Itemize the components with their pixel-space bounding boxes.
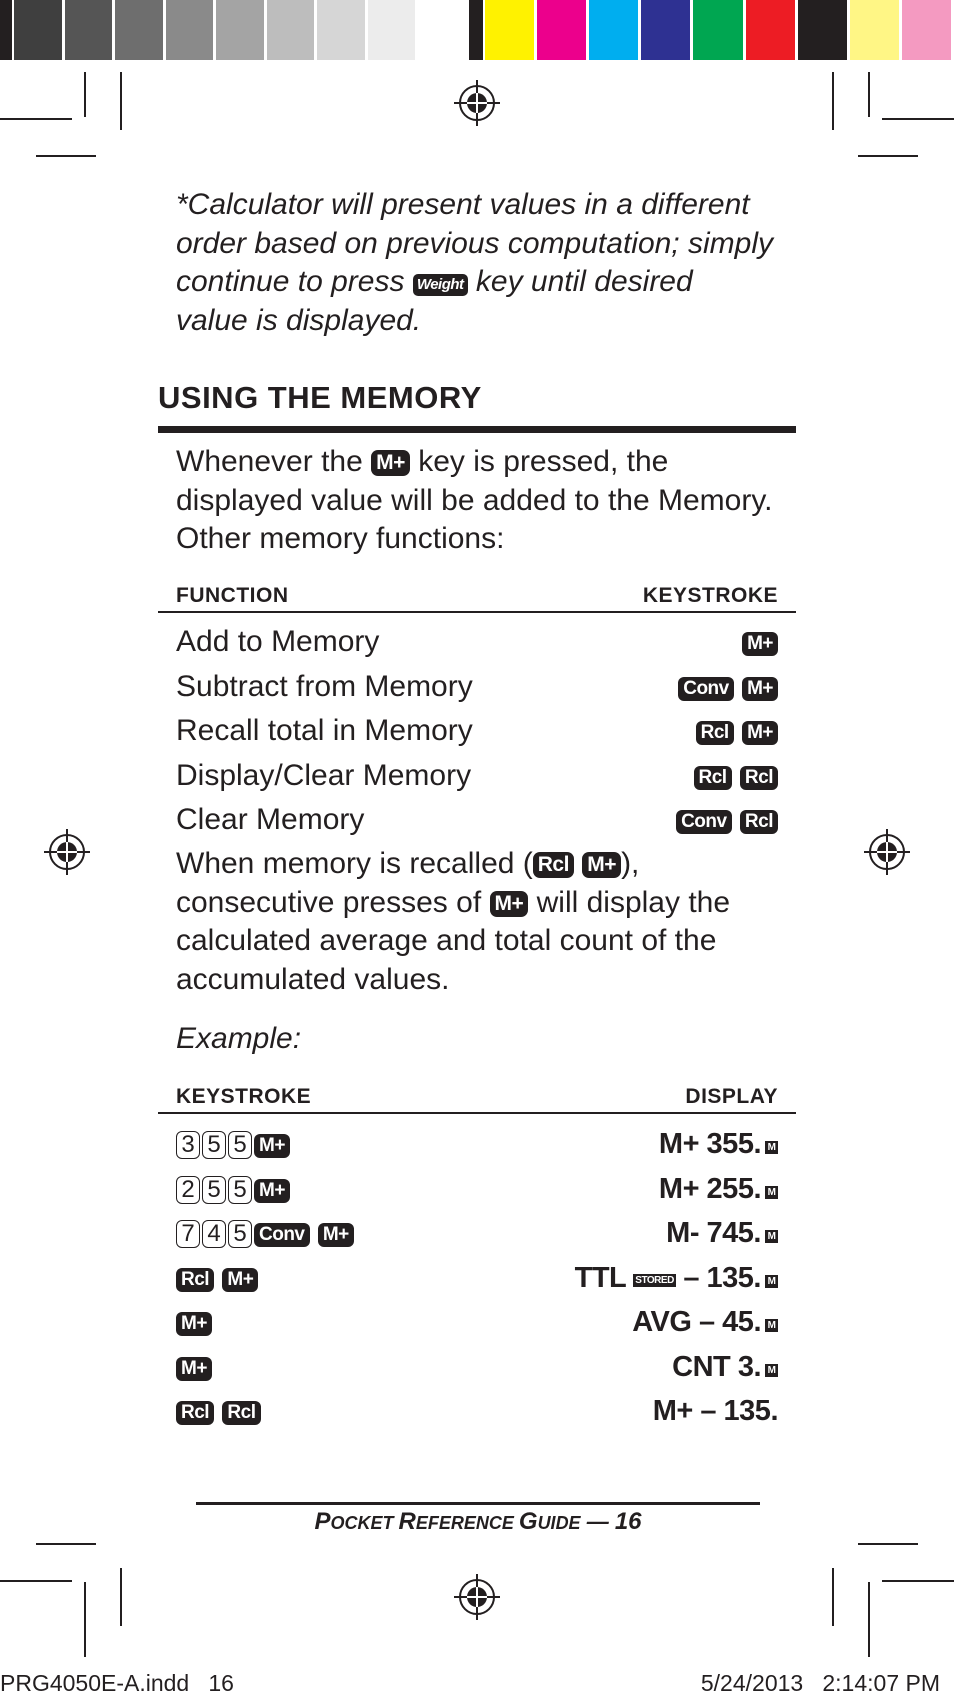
intro-note <box>176 186 786 340</box>
rcl-key-icon: Rcl <box>176 1268 214 1292</box>
gray-swatch <box>65 0 113 60</box>
trim-mark <box>120 72 122 130</box>
footer-text: OCKET <box>330 1513 399 1533</box>
display-value <box>659 1167 778 1211</box>
swatch-divider <box>469 0 483 60</box>
paragraph-text: consecutive presses of <box>176 885 482 919</box>
keystroke-cell <box>742 620 778 664</box>
table-row <box>176 1389 778 1433</box>
keystroke-cell <box>678 665 778 709</box>
table-header-rule <box>158 611 796 613</box>
table-row <box>176 754 778 798</box>
paragraph-line: displayed value will be added to the Memory. <box>176 483 773 517</box>
keystroke-cell <box>176 1345 212 1389</box>
rcl-key-icon: Rcl <box>696 721 734 745</box>
table-row <box>176 1211 778 1255</box>
trim-mark <box>84 1582 86 1657</box>
memory-indicator-icon: M <box>765 1141 778 1154</box>
footer-text: R <box>398 1508 416 1535</box>
color-swatch <box>746 0 795 60</box>
keystroke-cell <box>176 1389 261 1433</box>
m-plus-key-icon: M+ <box>742 721 778 745</box>
keystroke-cell <box>176 1300 212 1344</box>
intro-note-line: order based on previous computation; simply <box>176 226 773 260</box>
example-label: Example: <box>176 1022 302 1055</box>
table-row <box>176 709 778 753</box>
trim-mark <box>858 155 918 157</box>
recall-note-paragraph <box>176 845 786 999</box>
col-header-keystroke: KEYSTROKE <box>642 584 778 607</box>
table-row <box>176 1256 778 1300</box>
display-value <box>659 1122 778 1166</box>
trim-mark <box>832 1568 834 1626</box>
function-name: Display/Clear Memory <box>176 758 472 792</box>
paragraph-line <box>176 443 786 482</box>
m-plus-key-icon: M+ <box>371 450 410 476</box>
gray-swatch <box>115 0 163 60</box>
digit-key-icon: 5 <box>202 1131 226 1159</box>
section-heading: USING THE MEMORY <box>158 380 482 415</box>
digit-key-icon: 5 <box>202 1176 226 1204</box>
function-name: Recall total in Memory <box>176 714 473 747</box>
trim-mark <box>0 118 72 120</box>
rcl-key-icon: Rcl <box>740 810 778 834</box>
m-plus-key-icon: M+ <box>254 1179 290 1203</box>
display-text: AVG – 45. <box>632 1306 761 1338</box>
registration-mark-icon <box>454 1574 500 1620</box>
paragraph-line: Other memory functions: <box>176 522 505 555</box>
conv-key-icon: Conv <box>254 1223 310 1247</box>
memory-indicator-icon: M <box>765 1364 778 1377</box>
color-swatch <box>902 0 951 60</box>
keystroke-cell <box>176 1211 354 1255</box>
footer-text: EFERENCE <box>415 1513 519 1533</box>
slug-timestamp: 5/24/2013 2:14:07 PM <box>700 1670 940 1696</box>
trim-mark <box>84 72 86 117</box>
digit-key-icon: 2 <box>176 1176 200 1204</box>
color-swatch <box>693 0 742 60</box>
trim-mark <box>868 72 870 117</box>
trim-mark <box>0 1580 72 1582</box>
trim-mark <box>832 72 834 130</box>
slug-filename: PRG4050E-A.indd 16 <box>0 1670 234 1696</box>
paragraph-line: accumulated values. <box>176 962 450 996</box>
intro-note-line: *Calculator will present values in a different <box>176 188 750 221</box>
table-row <box>176 620 778 664</box>
stored-indicator: STORED <box>635 1274 674 1286</box>
page-footer <box>196 1508 760 1536</box>
col-header-display: DISPLAY <box>685 1085 778 1108</box>
color-swatch <box>798 0 847 60</box>
digit-key-icon: 5 <box>228 1220 252 1248</box>
color-swatch <box>589 0 638 60</box>
gray-swatch <box>166 0 214 60</box>
process-color-bar <box>485 0 954 60</box>
footer-rule <box>196 1502 760 1505</box>
display-text: – 135. <box>683 1261 761 1294</box>
footer-text: G <box>518 1508 538 1535</box>
keystroke-cell <box>176 1122 290 1166</box>
function-name: Subtract from Memory <box>176 669 473 703</box>
rcl-key-icon: Rcl <box>533 852 574 878</box>
m-plus-key-icon: M+ <box>176 1312 212 1336</box>
trim-mark <box>858 1543 918 1545</box>
digit-key-icon: 4 <box>202 1220 226 1248</box>
gray-swatch <box>418 0 466 60</box>
memory-indicator-icon: M <box>765 1186 778 1199</box>
m-plus-key-icon: M+ <box>742 677 778 701</box>
gray-swatch <box>368 0 416 60</box>
gray-scale-bar <box>14 0 469 60</box>
heading-rule <box>158 426 796 433</box>
gray-swatch <box>267 0 315 60</box>
table-row <box>176 1122 778 1166</box>
trim-mark <box>868 1582 870 1657</box>
trim-mark <box>882 118 954 120</box>
intro-note-line <box>176 263 786 302</box>
digit-key-icon: 5 <box>228 1176 252 1204</box>
rcl-key-icon: Rcl <box>176 1401 214 1425</box>
paragraph-text: key is pressed, the <box>418 445 669 478</box>
display-value <box>632 1300 778 1344</box>
m-plus-key-icon: M+ <box>582 852 621 878</box>
m-plus-key-icon: M+ <box>254 1134 290 1158</box>
intro-note-text: key until desired <box>475 265 693 298</box>
color-calibration-bar <box>0 0 954 62</box>
registration-mark-icon <box>454 80 500 126</box>
intro-note-text: continue to press <box>176 265 405 298</box>
gray-swatch <box>216 0 264 60</box>
color-swatch <box>850 0 899 60</box>
memory-indicator-icon: M <box>765 1319 778 1332</box>
display-text: CNT 3. <box>672 1350 761 1383</box>
col-header-keystroke: KEYSTROKE <box>176 1085 312 1108</box>
memory-intro-paragraph <box>176 443 786 559</box>
memory-indicator-icon: M <box>765 1275 778 1288</box>
table-row <box>176 798 778 842</box>
gray-swatch <box>14 0 62 60</box>
paragraph-line <box>176 884 786 923</box>
m-plus-key-icon: M+ <box>176 1357 212 1381</box>
m-plus-key-icon: M+ <box>222 1268 258 1292</box>
display-text: M+ – 135. <box>652 1395 778 1427</box>
m-plus-key-icon: M+ <box>742 632 778 656</box>
trim-mark <box>120 1568 122 1626</box>
rcl-key-icon: Rcl <box>740 766 778 790</box>
display-text: M- 745. <box>666 1217 761 1249</box>
display-value <box>666 1211 778 1255</box>
footer-text: P <box>314 1508 331 1535</box>
trim-mark <box>36 1543 96 1545</box>
trim-mark <box>36 155 96 157</box>
display-text: M+ 255. <box>658 1172 761 1205</box>
keystroke-cell <box>694 754 779 798</box>
trim-mark <box>882 1580 954 1582</box>
keystroke-cell <box>176 1167 290 1211</box>
keystroke-cell <box>696 709 778 753</box>
table-row <box>176 1167 778 1211</box>
footer-text: UIDE <box>537 1513 581 1533</box>
m-plus-key-icon: M+ <box>318 1223 354 1247</box>
paragraph-line <box>176 845 786 884</box>
display-prefix: TTL <box>574 1261 634 1294</box>
color-swatch <box>537 0 586 60</box>
digit-key-icon: 3 <box>176 1131 200 1159</box>
display-value <box>672 1345 778 1389</box>
col-header-function: FUNCTION <box>176 584 289 607</box>
paragraph-line: calculated average and total count of the <box>176 924 717 957</box>
function-name: Add to Memory <box>176 625 380 658</box>
memory-indicator-icon: M <box>765 1230 778 1243</box>
conv-key-icon: Conv <box>676 810 732 834</box>
weight-key-icon: Weight <box>413 274 468 296</box>
rcl-key-icon: Rcl <box>694 766 732 790</box>
registration-mark-icon <box>44 829 90 875</box>
m-plus-key-icon: M+ <box>490 891 529 917</box>
table-row <box>176 1345 778 1389</box>
paragraph-text: When memory is recalled ( <box>176 847 533 880</box>
swatch-black-edge <box>0 0 12 60</box>
table-header-rule <box>158 1112 796 1114</box>
conv-key-icon: Conv <box>678 677 734 701</box>
paragraph-text: will display the <box>536 885 731 919</box>
footer-separator: — <box>580 1509 615 1534</box>
keystroke-cell <box>676 798 778 842</box>
rcl-key-icon: Rcl <box>222 1401 260 1425</box>
digit-key-icon: 7 <box>176 1220 200 1248</box>
digit-key-icon: 5 <box>228 1131 252 1159</box>
display-text: M+ 355. <box>658 1128 761 1160</box>
table-row <box>176 665 778 709</box>
gray-swatch <box>317 0 365 60</box>
display-value <box>575 1256 778 1300</box>
display-value <box>653 1389 778 1433</box>
page-number: 16 <box>614 1508 642 1535</box>
color-swatch <box>641 0 690 60</box>
intro-note-line: value is displayed. <box>176 303 422 337</box>
keystroke-cell <box>176 1256 258 1300</box>
paragraph-text: Whenever the <box>176 445 363 478</box>
table-row <box>176 1300 778 1344</box>
paragraph-text: ), <box>621 847 640 880</box>
function-name: Clear Memory <box>176 803 365 836</box>
registration-mark-icon <box>864 829 910 875</box>
color-swatch <box>485 0 534 60</box>
